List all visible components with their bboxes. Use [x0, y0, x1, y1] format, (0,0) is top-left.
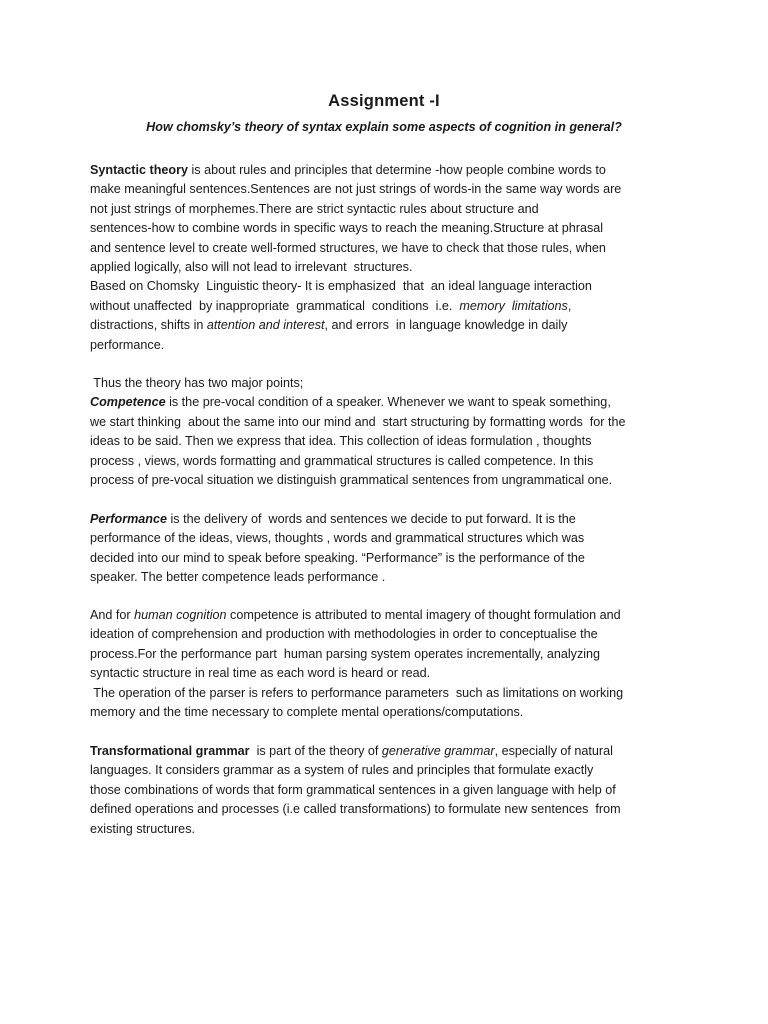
text-line: performance of the ideas, views, thoughts , words and grammatical structures which was — [90, 531, 585, 546]
text-line — [90, 161, 690, 180]
text-line — [90, 297, 690, 316]
text-line: Based on Chomsky Linguistic theory- It is emphasized that an ideal language interaction — [90, 279, 592, 294]
text-line: The operation of the parser is refers to performance parameters such as limitations on working — [90, 685, 624, 700]
paragraph-transformational-grammar — [90, 742, 690, 839]
term-transformational-grammar: Transformational grammar — [90, 744, 250, 758]
term-syntactic-theory: Syntactic theory — [90, 163, 188, 177]
text-span: is the pre-vocal condition of a speaker. Whenever we want to speak something, — [165, 395, 611, 410]
text-span: without unaffected by inappropriate grammatical conditions i.e. — [90, 298, 460, 313]
emphasis-human-cognition: human cognition — [134, 608, 227, 622]
text-line: languages. It considers grammar as a system of rules and principles that formulate exactly — [90, 763, 594, 778]
text-line: not just strings of morphemes.There are strict syntactic rules about structure and — [90, 201, 539, 216]
text-line: defined operations and processes (i.e called transformations) to formulate new sentences from — [90, 802, 621, 817]
text-line: process , views, words formatting and grammatical structures is called competence. In this — [90, 453, 594, 468]
text-line: syntactic structure in real time as each word is heard or read. — [90, 666, 431, 681]
text-line — [90, 510, 690, 529]
text-line — [90, 316, 690, 335]
emphasis-attention-interest: attention and interest — [206, 318, 325, 333]
emphasis-memory-limitations: memory limitations — [459, 298, 568, 313]
text-line — [90, 393, 690, 412]
text-line: memory and the time necessary to complete mental operations/computations. — [90, 705, 524, 720]
text-line: we start thinking about the same into our mind and start structuring by formatting words for the — [90, 414, 626, 429]
document-subtitle: How chomsky’s theory of syntax explain some aspects of cognition in general? — [146, 120, 622, 134]
emphasis-generative-grammar: generative grammar — [381, 744, 495, 758]
text-line: ideas to be said. Then we express that idea. This collection of ideas formulation , thoughts — [90, 434, 592, 449]
text-span: , especially of natural — [494, 744, 613, 758]
text-line: process.For the performance part human parsing system operates incrementally, analyzing — [90, 646, 601, 661]
text-line: ideation of comprehension and production with methodologies in order to conceptualise the — [90, 627, 598, 642]
text-span: , and errors in language knowledge in daily — [324, 318, 568, 333]
text-span: is the delivery of words and sentences we decide to put forward. It is the — [167, 512, 576, 526]
text-line — [90, 742, 690, 761]
paragraph-competence — [90, 374, 690, 490]
text-line: Thus the theory has two major points; — [90, 376, 304, 390]
text-line: performance. — [90, 337, 165, 352]
paragraph-human-cognition — [90, 606, 690, 722]
text-line: existing structures. — [90, 821, 195, 836]
paragraph-syntactic-theory — [90, 161, 690, 355]
text-span: is part of the theory of — [249, 744, 382, 758]
text-line: sentences-how to combine words in specific ways to reach the meaning.Structure at phrasal — [90, 221, 604, 236]
term-competence: Competence — [90, 395, 166, 410]
text-span: , — [567, 298, 572, 313]
document-title: Assignment -I — [328, 92, 440, 110]
text-line: process of pre-vocal situation we distinguish grammatical sentences from ungrammatical one. — [90, 473, 613, 488]
term-performance: Performance — [90, 512, 167, 526]
text-line: speaker. The better competence leads performance . — [90, 570, 386, 585]
text-span: And for — [90, 608, 135, 622]
text-span: competence is attributed to mental imagery of thought formulation and — [226, 608, 621, 622]
text-line — [90, 606, 690, 625]
text-line: applied logically, also will not lead to irrelevant structures. — [90, 260, 413, 275]
text-line: make meaningful sentences.Sentences are not just strings of words-in the same way words are — [90, 182, 622, 197]
text-line: those combinations of words that form grammatical sentences in a given language with help of — [90, 782, 616, 797]
text-line: decided into our mind to speak before speaking. “Performance” is the performance of the — [90, 550, 585, 565]
text-span: distractions, shifts in — [90, 318, 207, 333]
text-line: and sentence level to create well-formed structures, we have to check that those rules, when — [90, 240, 606, 255]
paragraph-performance — [90, 510, 690, 588]
text-span: is about rules and principles that determine -how people combine words to — [187, 163, 606, 177]
